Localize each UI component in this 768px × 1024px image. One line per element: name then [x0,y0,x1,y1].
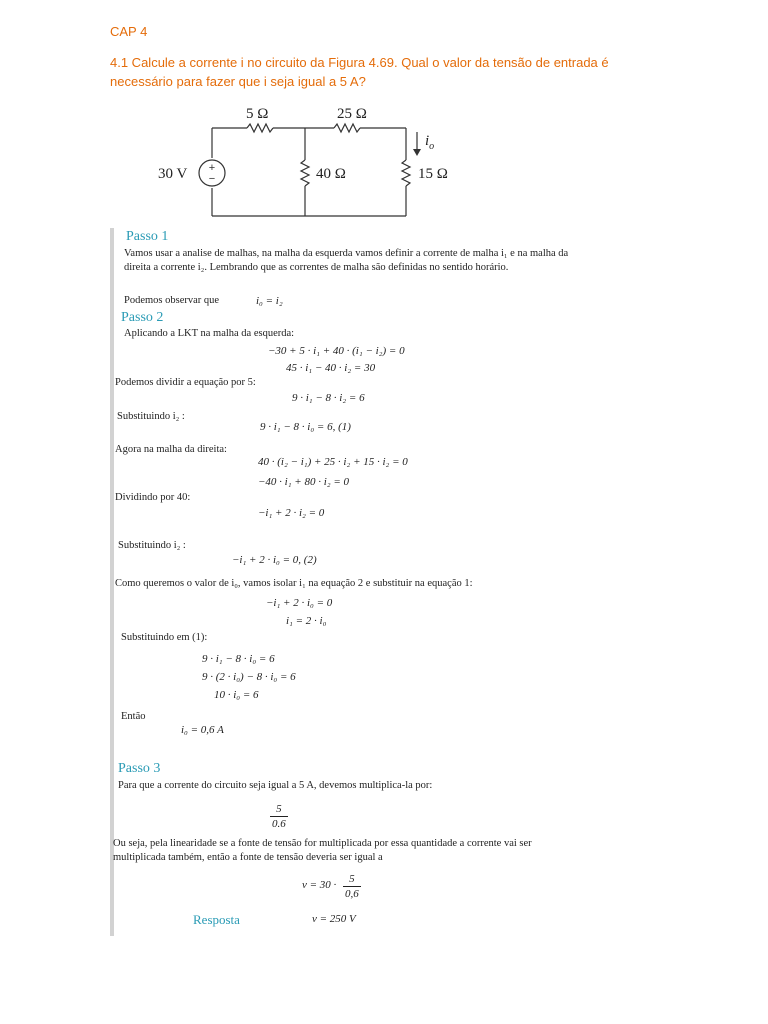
question-line-1: 4.1 Calcule a corrente i no circuito da Figura 4.69. Qual o valor da tensão de entrada é [110,55,609,70]
label-r3: 40 Ω [316,166,346,182]
voltage-eq-denominator: 0,6 [345,888,359,900]
current-subscript: o [429,141,435,152]
voltage-eq-numerator: 5 [349,873,355,885]
eq-4: 9 · i₁ − 8 · i₀ = 6, (1) [260,421,351,433]
eq-7: −i₁ + 2 · i₂ = 0 [258,507,325,519]
eq-10: i₁ = 2 · i₀ [286,615,327,627]
step2-divide5: Podemos dividir a equação por 5: [115,377,256,388]
step3-text-1: Para que a corrente do circuito seja igual a 5 A, devemos multiplica-la por: [118,780,433,791]
resistor-40-ohm [301,160,309,186]
step2-then: Então [121,711,146,722]
resistor-5-ohm [247,124,273,132]
step3-text-3: multiplicada também, então a fonte de tensão deveria ser igual a [113,852,383,863]
eq-11: 9 · i₁ − 8 · i₀ = 6 [202,653,275,665]
answer-label: Resposta [193,912,240,927]
step1-observe: Podemos observar que [124,295,220,306]
eq-13: 10 · i₀ = 6 [214,689,259,701]
chapter-label: CAP 4 [110,24,148,39]
step2-subst-1: Substituindo i₂ : [117,411,185,422]
voltage-eq-left: v = 30 · [302,879,337,891]
step2-isolate: Como queremos o valor de i₀, vamos isolar i₁ na equação 2 e substituir na equação 1: [115,578,473,589]
solution-margin-bar [110,228,114,936]
eq-3: 9 · i₁ − 8 · i₂ = 6 [292,392,365,404]
current-symbol: i [425,133,430,149]
step1-text-1: Vamos usar a analise de malhas, na malha da esquerda vamos definir a corrente de malha i₁ e na malha da [124,248,569,259]
eq-8: −i₁ + 2 · i₀ = 0, (2) [232,554,317,566]
step2-divide40: Dividindo por 40: [115,492,191,503]
step3-text-2: Ou seja, pela linearidade se a fonte de tensão for multiplicada por essa quantidade a corrente vai ser [113,838,532,849]
step1-observe-eq: i₀ = i₂ [256,295,283,307]
eq-5: 40 · (i₂ − i₁) + 25 · i₂ + 15 · i₂ = 0 [258,456,408,468]
multiplier-fraction [270,802,288,831]
current-arrow-icon [413,149,421,156]
eq-9: −i₁ + 2 · i₀ = 0 [266,597,333,609]
step2-subst-3: Substituindo em (1): [121,632,208,643]
multiplier-numerator: 5 [276,803,282,815]
voltage-eq-fraction [343,872,361,901]
step1-title: Passo 1 [126,229,169,244]
label-current [425,133,434,152]
eq-6: −40 · i₁ + 80 · i₂ = 0 [258,476,350,488]
step3-title: Passo 3 [118,761,161,776]
svg-text:−: − [208,173,216,185]
step2-subst-2: Substituindo i₂ : [118,540,186,551]
label-source: 30 V [158,166,188,182]
resistor-25-ohm [334,124,360,132]
multiplier-denominator: 0.6 [272,818,286,830]
eq-14: i₀ = 0,6 A [181,724,224,736]
step2-title: Passo 2 [121,310,164,325]
step1-text-2: direita a corrente i₂. Lembrando que as correntes de malha são definidas no sentido horário. [124,262,509,273]
eq-12: 9 · (2 · i₀) − 8 · i₀ = 6 [202,671,296,683]
circuit-diagram [150,98,470,220]
answer-equation: v = 250 V [312,913,356,925]
eq-1: −30 + 5 · i₁ + 40 · (i₁ − i₂) = 0 [268,345,405,357]
eq-2: 45 · i₁ − 40 · i₂ = 30 [286,362,376,374]
label-r1: 5 Ω [246,106,269,122]
label-r2: 25 Ω [337,106,367,122]
question-line-2: necessário para fazer que i seja igual a 5 A? [110,74,366,89]
label-r4: 15 Ω [418,166,448,182]
resistor-15-ohm [402,160,410,186]
step2-lkt-left: Aplicando a LKT na malha da esquerda: [124,328,295,339]
step2-right-mesh: Agora na malha da direita: [115,444,227,455]
svg-text:+: + [208,162,216,174]
